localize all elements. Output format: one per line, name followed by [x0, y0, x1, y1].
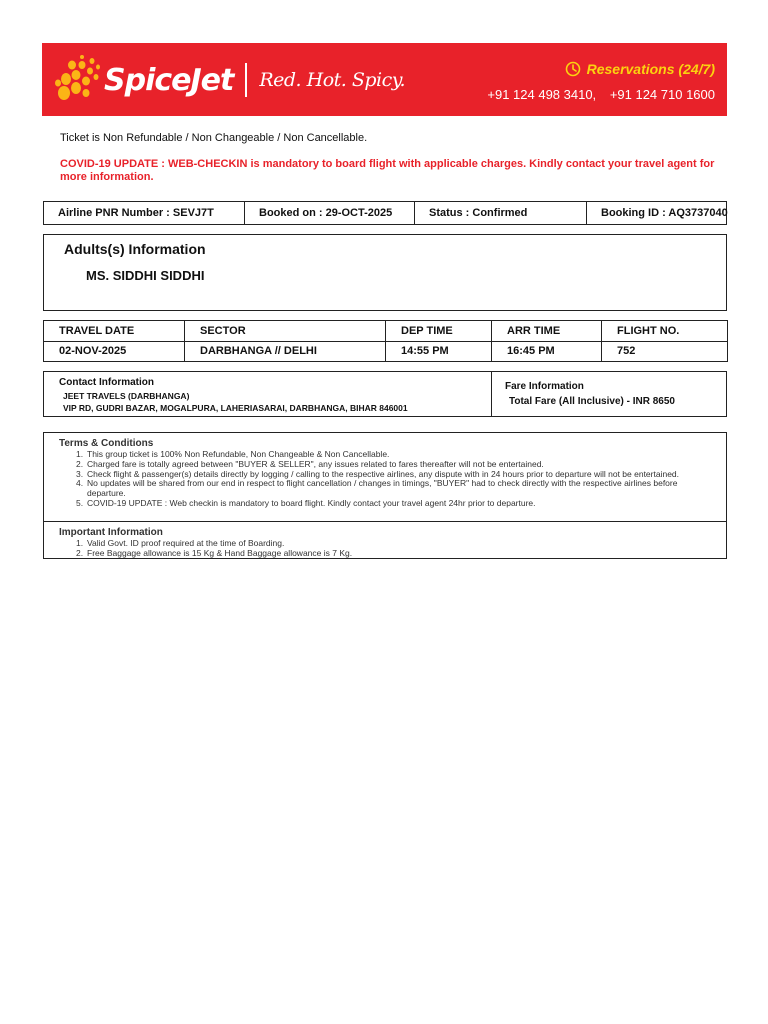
covid-notice: COVID-19 UPDATE : WEB-CHECKIN is mandatory to board flight with applicable charges. Kindly contact your travel agent for more information. — [60, 158, 715, 183]
booked-on-cell: Booked on : 29-OCT-2025 — [245, 202, 415, 224]
list-item: 3. Check flight & passenger(s) details directly by logging / calling to the respective airlines, any dispute with in 24 hours prior to departure will not be entertained. — [76, 468, 680, 479]
brand-name: SpiceJet — [104, 62, 234, 98]
sector-header: SECTOR — [185, 321, 386, 342]
adults-info-box — [43, 234, 727, 311]
passenger-name: MS. SIDDHI SIDDHI — [86, 268, 205, 283]
header-banner — [42, 43, 727, 116]
contact-info-section — [44, 372, 492, 416]
list-item: 5. COVID-19 UPDATE : Web checkin is mandatory to board flight. Kindly contact your travel agent 24hr prior to departure. — [76, 497, 536, 508]
brand-tagline: Red. Hot. Spicy. — [259, 69, 406, 91]
terms-section — [44, 433, 726, 522]
adults-info-title: Adults(s) Information — [64, 241, 206, 257]
list-item: 1. This group ticket is 100% Non Refundable, Non Changeable & Non Cancellable. — [76, 449, 390, 459]
booking-info-bar — [43, 201, 727, 225]
travel-table — [43, 320, 728, 362]
ticket-notice: Ticket is Non Refundable / Non Changeable / Non Cancellable. — [60, 132, 368, 144]
sector-value: DARBHANGA // DELHI — [185, 341, 386, 362]
status-cell: Status : Confirmed — [415, 202, 587, 224]
agent-address: VIP RD, GUDRI BAZAR, MOGALPURA, LAHERIASARAI, DARBHANGA, BIHAR 846001 — [63, 403, 408, 413]
terms-list — [76, 450, 706, 509]
logo-divider — [245, 63, 247, 97]
arr-time-value: 16:45 PM — [492, 341, 602, 362]
brand-logo — [54, 53, 405, 107]
agent-name: JEET TRAVELS (DARBHANGA) — [63, 391, 190, 401]
travel-date-header: TRAVEL DATE — [44, 321, 185, 342]
contact-fare-box — [43, 371, 727, 417]
dep-time-header: DEP TIME — [386, 321, 492, 342]
reservations-text: Reservations (24/7) — [586, 61, 715, 77]
travel-data-row — [44, 341, 728, 362]
dep-time-value: 14:55 PM — [386, 341, 492, 362]
fare-info-title: Fare Information — [505, 381, 584, 392]
list-item: 2. Free Baggage allowance is 15 Kg & Hand Baggage allowance is 7 Kg. — [76, 547, 353, 558]
contact-info-title: Contact Information — [59, 377, 154, 388]
important-info-list — [76, 539, 706, 559]
arr-time-header: ARR TIME — [492, 321, 602, 342]
fare-total: Total Fare (All Inclusive) - INR 8650 — [509, 396, 675, 407]
spicejet-dots-logo-icon — [54, 53, 102, 107]
phone-number-2[interactable]: +91 124 710 1600 — [609, 87, 715, 102]
reservations-label — [565, 61, 715, 77]
terms-title: Terms & Conditions — [59, 438, 154, 449]
flight-no-header: FLIGHT NO. — [602, 321, 728, 342]
clock-icon — [565, 61, 581, 77]
pnr-cell: Airline PNR Number : SEVJ7T — [44, 202, 245, 224]
booking-id-cell: Booking ID : AQ3737040 — [601, 207, 728, 219]
important-info-title: Important Information — [59, 527, 163, 538]
list-item: 2. Charged fare is totally agreed between "BUYER & SELLER", any issues related to fares thereafter will not be entertained. — [76, 458, 544, 469]
list-item: 4. No updates will be shared from our end in respect to flight cancellation / changes in timings, "BUYER" had to check directly with the respective airlines before departure. — [76, 478, 678, 499]
reservation-phones — [477, 87, 715, 102]
flight-no-value: 752 — [602, 341, 728, 362]
list-item: 1. Valid Govt. ID proof required at the time of Boarding. — [76, 538, 285, 548]
travel-header-row — [44, 321, 728, 342]
travel-date-value: 02-NOV-2025 — [44, 341, 185, 362]
phone-number-1[interactable]: +91 124 498 3410, — [487, 87, 597, 102]
terms-box — [43, 432, 727, 559]
